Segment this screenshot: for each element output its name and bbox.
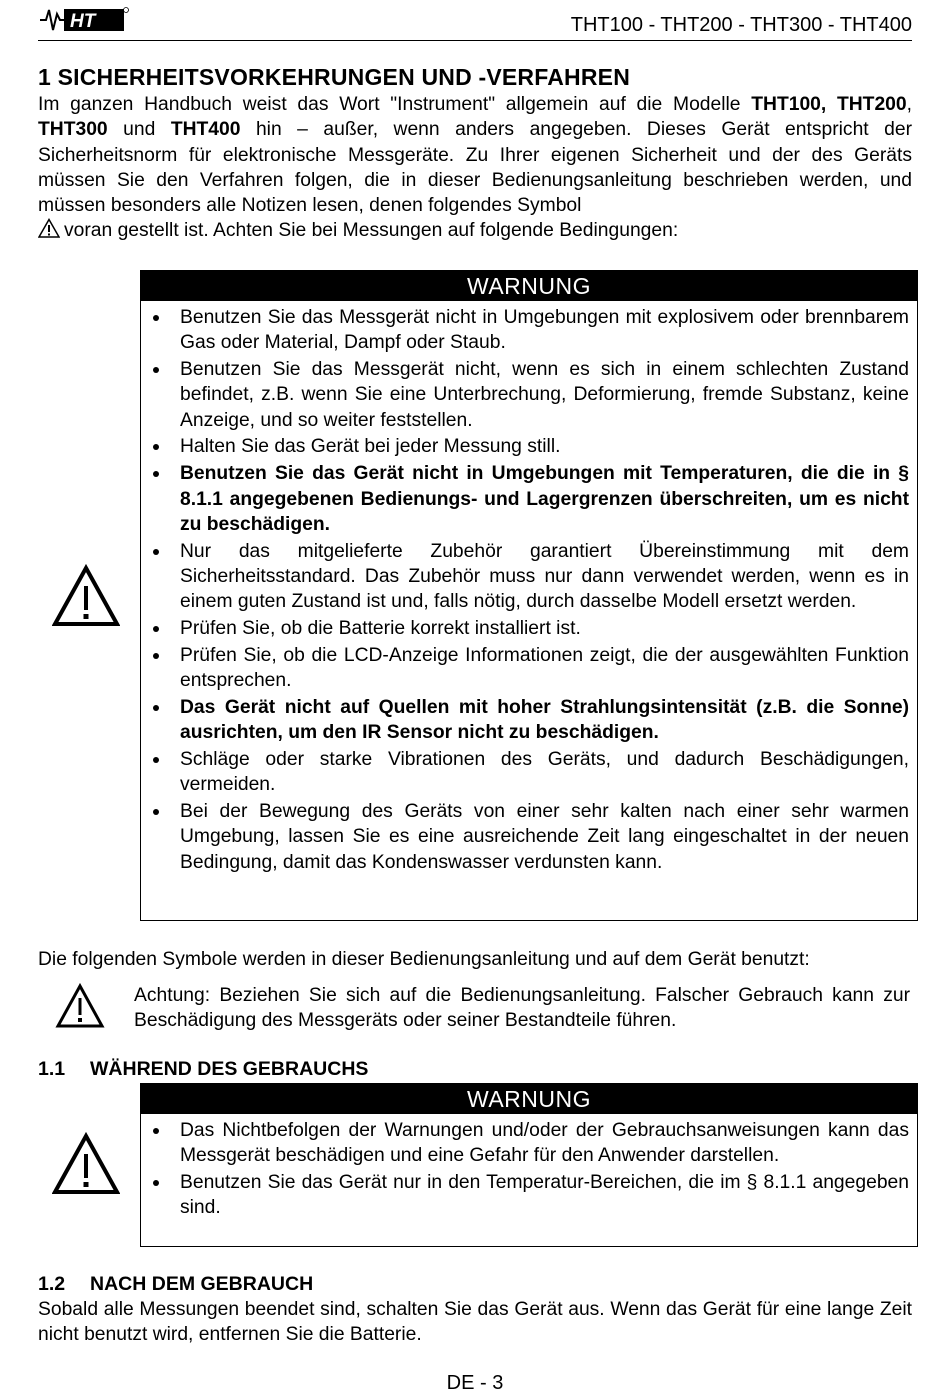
subsection-heading: WÄHREND DES GEBRAUCHS	[90, 1058, 369, 1080]
intro-text: Im ganzen Handbuch weist das Wort "Instrument" allgemein auf die Modelle	[38, 94, 752, 115]
warning-item: Bei der Bewegung des Geräts von einer sehr kalten nach einer sehr warmen Umgebung, lassen Sie es eine ausreichende Zeit lang eingeschaltet in der neuen Bedingung, damit das Kondenswasser verdunsten kann.	[180, 799, 909, 875]
caution-symbol-description: Achtung: Beziehen Sie sich auf die Bedienungsanleitung. Falscher Gebrauch kann zur Beschädigung des Messgeräts oder seiner Bestandteile führen.	[134, 985, 910, 1032]
after-use-paragraph: Sobald alle Messungen beendet sind, schalten Sie das Gerät aus. Wenn das Gerät für eine lange Zeit nicht benutzt wird, entfernen Sie die Batterie.	[38, 1299, 912, 1346]
intro-text: voran gestellt ist. Achten Sie bei Messungen auf folgende Bedingungen:	[64, 220, 679, 242]
warning-triangle-icon	[38, 218, 60, 238]
intro-text: und	[107, 119, 171, 141]
page-number: DE - 3	[446, 1372, 504, 1394]
intro-text: ,	[906, 94, 912, 115]
symbols-intro: Die folgenden Symbole werden in dieser Bedienungsanleitung und auf dem Gerät benutzt:	[38, 949, 810, 970]
warning-item: Nur das mitgelieferte Zubehör garantiert Übereinstimmung mit dem Sicherheitsstandard. Das Zubehör muss nur dann verwendet werden, wenn es in einem guten Zustand ist und, falls nötig, durch dasselbe Modell ersetzt werden.	[180, 539, 909, 615]
warning-list	[141, 301, 917, 875]
warning-item: Prüfen Sie, ob die Batterie korrekt installiert ist.	[180, 616, 909, 641]
subsection-title	[38, 1273, 313, 1296]
warning-item: Benutzen Sie das Gerät nur in den Temperatur-Bereichen, die im § 8.1.1 angegeben sind.	[180, 1170, 909, 1221]
warning-triangle-icon	[55, 983, 105, 1029]
warning-title: WARNUNG	[141, 271, 917, 301]
intro-text: hin – außer, wenn anders angegeben. Dieses Gerät entspricht der Sicherheitsnorm für elektronische Messgeräte. Zu Ihrer eigenen Sicherheit und der des Geräts müssen Sie den Verfahren folgen, die in dieser Bedienungsanleitung beschrieben werden, und müssen besonders alle Notizen lesen, denen folgendes Symbol	[38, 119, 913, 217]
subsection-heading: NACH DEM GEBRAUCH	[90, 1273, 314, 1295]
warning-item: Schläge oder starke Vibrationen des Geräts, und dadurch Beschädigungen, vermeiden.	[180, 747, 909, 798]
warning-item: Halten Sie das Gerät bei jeder Messung still.	[180, 434, 909, 459]
warning-box	[140, 1083, 918, 1247]
warning-item: Das Nichtbefolgen der Warnungen und/oder der Gebrauchsanweisungen kann das Messgerät beschädigen und eine Gefahr für den Anwender darstellen.	[180, 1118, 909, 1169]
warning-item: Benutzen Sie das Messgerät nicht in Umgebungen mit explosivem oder brennbarem Gas oder Material, Dampf oder Staub.	[180, 305, 909, 356]
warning-item: Benutzen Sie das Gerät nicht in Umgebungen mit Temperaturen, die die in § 8.1.1 angegebenen Bedienungs- und Lagergrenzen überschreiten, um es nicht zu beschädigen.	[180, 461, 909, 537]
warning-item: Prüfen Sie, ob die LCD-Anzeige Informationen zeigt, die der ausgewählten Funktion entsprechen.	[180, 643, 909, 694]
ht-logo	[38, 6, 130, 34]
header-divider	[38, 40, 912, 41]
document-models: THT100 - THT200 - THT300 - THT400	[570, 14, 912, 36]
logo-text: HT	[70, 11, 96, 32]
warning-list	[141, 1114, 917, 1221]
warning-triangle-icon	[52, 564, 120, 628]
warning-item: Benutzen Sie das Messgerät nicht, wenn es sich in einem schlechten Zustand befindet, z.B. wenn Sie eine Unterbrechung, Deformierung, fremde Substanz, keine Anzeige, und so weiter feststellen.	[180, 357, 909, 433]
warning-box	[140, 270, 918, 921]
warning-triangle-icon	[52, 1132, 120, 1196]
subsection-title	[38, 1058, 368, 1081]
intro-bold: THT400	[170, 119, 241, 141]
warning-item: Das Gerät nicht auf Quellen mit hoher Strahlungsintensität (z.B. die Sonne) ausrichten, um den IR Sensor nicht zu beschädigen.	[180, 695, 909, 746]
section-title: 1 SICHERHEITSVORKEHRUNGEN UND -VERFAHREN	[38, 64, 631, 90]
subsection-number: 1.1	[38, 1058, 66, 1080]
subsection-number: 1.2	[38, 1273, 66, 1295]
intro-bold: THT100, THT200	[751, 94, 907, 115]
intro-paragraph	[38, 92, 912, 244]
warning-title: WARNUNG	[141, 1084, 917, 1114]
intro-bold: THT300	[38, 119, 108, 141]
